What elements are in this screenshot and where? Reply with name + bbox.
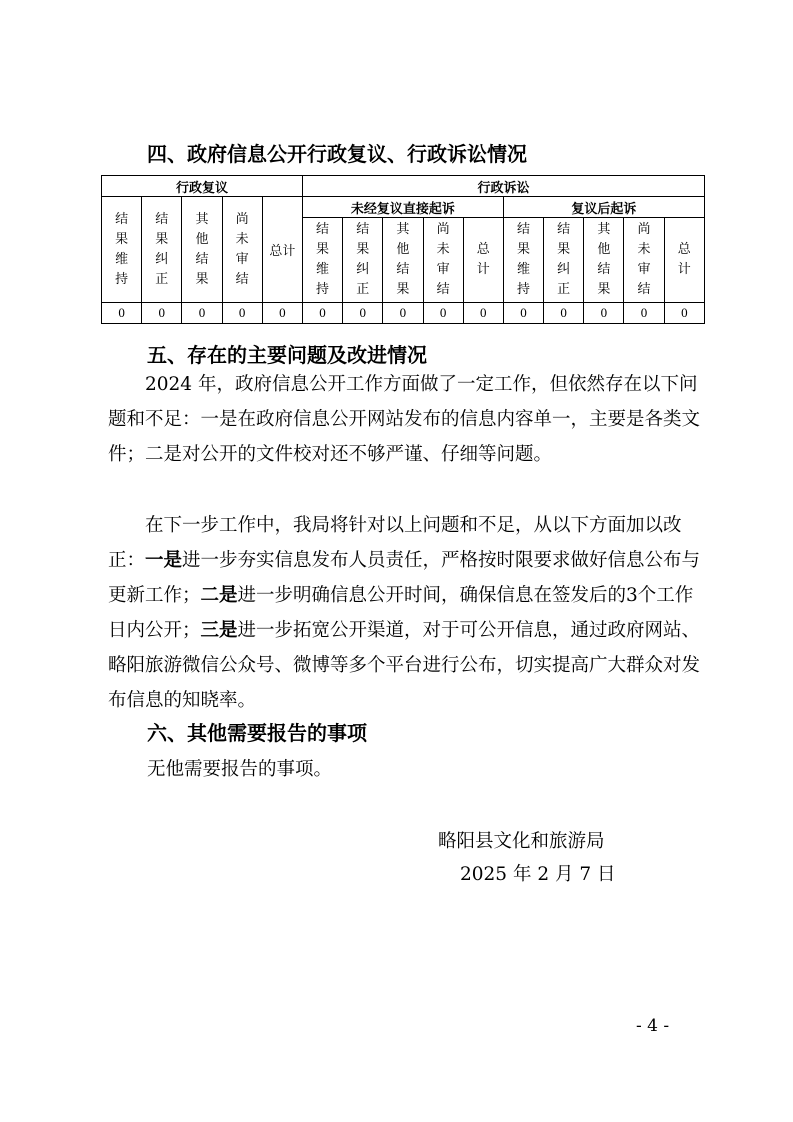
group-review-header: 行政复议 — [102, 176, 303, 197]
col-header: 其他结果 — [584, 218, 624, 303]
section6-title: 六、其他需要报告的事项 — [147, 721, 367, 745]
table-cell: 0 — [343, 303, 383, 324]
table-cell: 0 — [222, 303, 262, 324]
col-header: 结果维持 — [503, 218, 543, 303]
col-header-total: 总计 — [463, 218, 503, 303]
table-cell: 0 — [624, 303, 664, 324]
table-cell: 0 — [584, 303, 624, 324]
section5-paragraph-2: 在下一步工作中，我局将针对以上问题和不足，从以下方面加以改正：一是进一步夯实信息发布人员责任，严格按时限要求做好信息公布与更新工作；二是进一步明确信息公开时间，确保信息在签发后的3个工作日内公开；三是进一步拓宽公开渠道，对于可公开信息，通过政府网站、略阳旅游微信公众号、微博等多个平台进行公布，切实提高广大群众对发布信息的知晓率。 — [108, 515, 701, 711]
col-header: 结果纠正 — [544, 218, 584, 303]
table-cell: 0 — [664, 303, 704, 324]
table-cell: 0 — [544, 303, 584, 324]
col-header: 结果纠正 — [343, 218, 383, 303]
signature-date: 2025 年 2 月 7 日 — [460, 864, 616, 885]
col-header-total: 总计 — [262, 197, 302, 303]
item3-label: 三是 — [200, 620, 238, 641]
table-cell: 0 — [503, 303, 543, 324]
col-header: 结果纠正 — [142, 197, 182, 303]
section5-title: 五、存在的主要问题及改进情况 — [147, 343, 427, 367]
signature-org: 略阳县文化和旅游局 — [438, 831, 605, 852]
review-litigation-table — [101, 175, 705, 324]
subgroup-after-header: 复议后起诉 — [503, 197, 704, 218]
col-header: 尚未审结 — [624, 218, 664, 303]
col-header: 尚未审结 — [423, 218, 463, 303]
subgroup-direct-header: 未经复议直接起诉 — [302, 197, 503, 218]
col-header: 其他结果 — [383, 218, 423, 303]
col-header-total: 总计 — [664, 218, 704, 303]
col-header: 尚未审结 — [222, 197, 262, 303]
page-number: - 4 - — [636, 1016, 670, 1036]
table-cell: 0 — [182, 303, 222, 324]
section6-text: 无他需要报告的事项。 — [147, 759, 333, 780]
table-cell: 0 — [463, 303, 503, 324]
item2-label: 二是 — [200, 585, 238, 606]
table-cell: 0 — [302, 303, 342, 324]
table-cell: 0 — [102, 303, 142, 324]
col-header: 其他结果 — [182, 197, 222, 303]
table-cell: 0 — [142, 303, 182, 324]
col-header: 结果维持 — [102, 197, 142, 303]
section5-paragraph-1: 2024 年，政府信息公开工作方面做了一定工作，但依然存在以下问题和不足：一是在政府信息公开网站发布的信息内容单一，主要是各类文件；二是对公开的文件校对还不够严谨、仔细等问题。 — [108, 374, 701, 465]
col-header: 结果维持 — [302, 218, 342, 303]
group-litigation-header: 行政诉讼 — [302, 176, 704, 197]
table-cell: 0 — [383, 303, 423, 324]
item1-label: 一是 — [145, 550, 183, 571]
section4-title: 四、政府信息公开行政复议、行政诉讼情况 — [147, 142, 527, 166]
table-cell: 0 — [423, 303, 463, 324]
table-cell: 0 — [262, 303, 302, 324]
